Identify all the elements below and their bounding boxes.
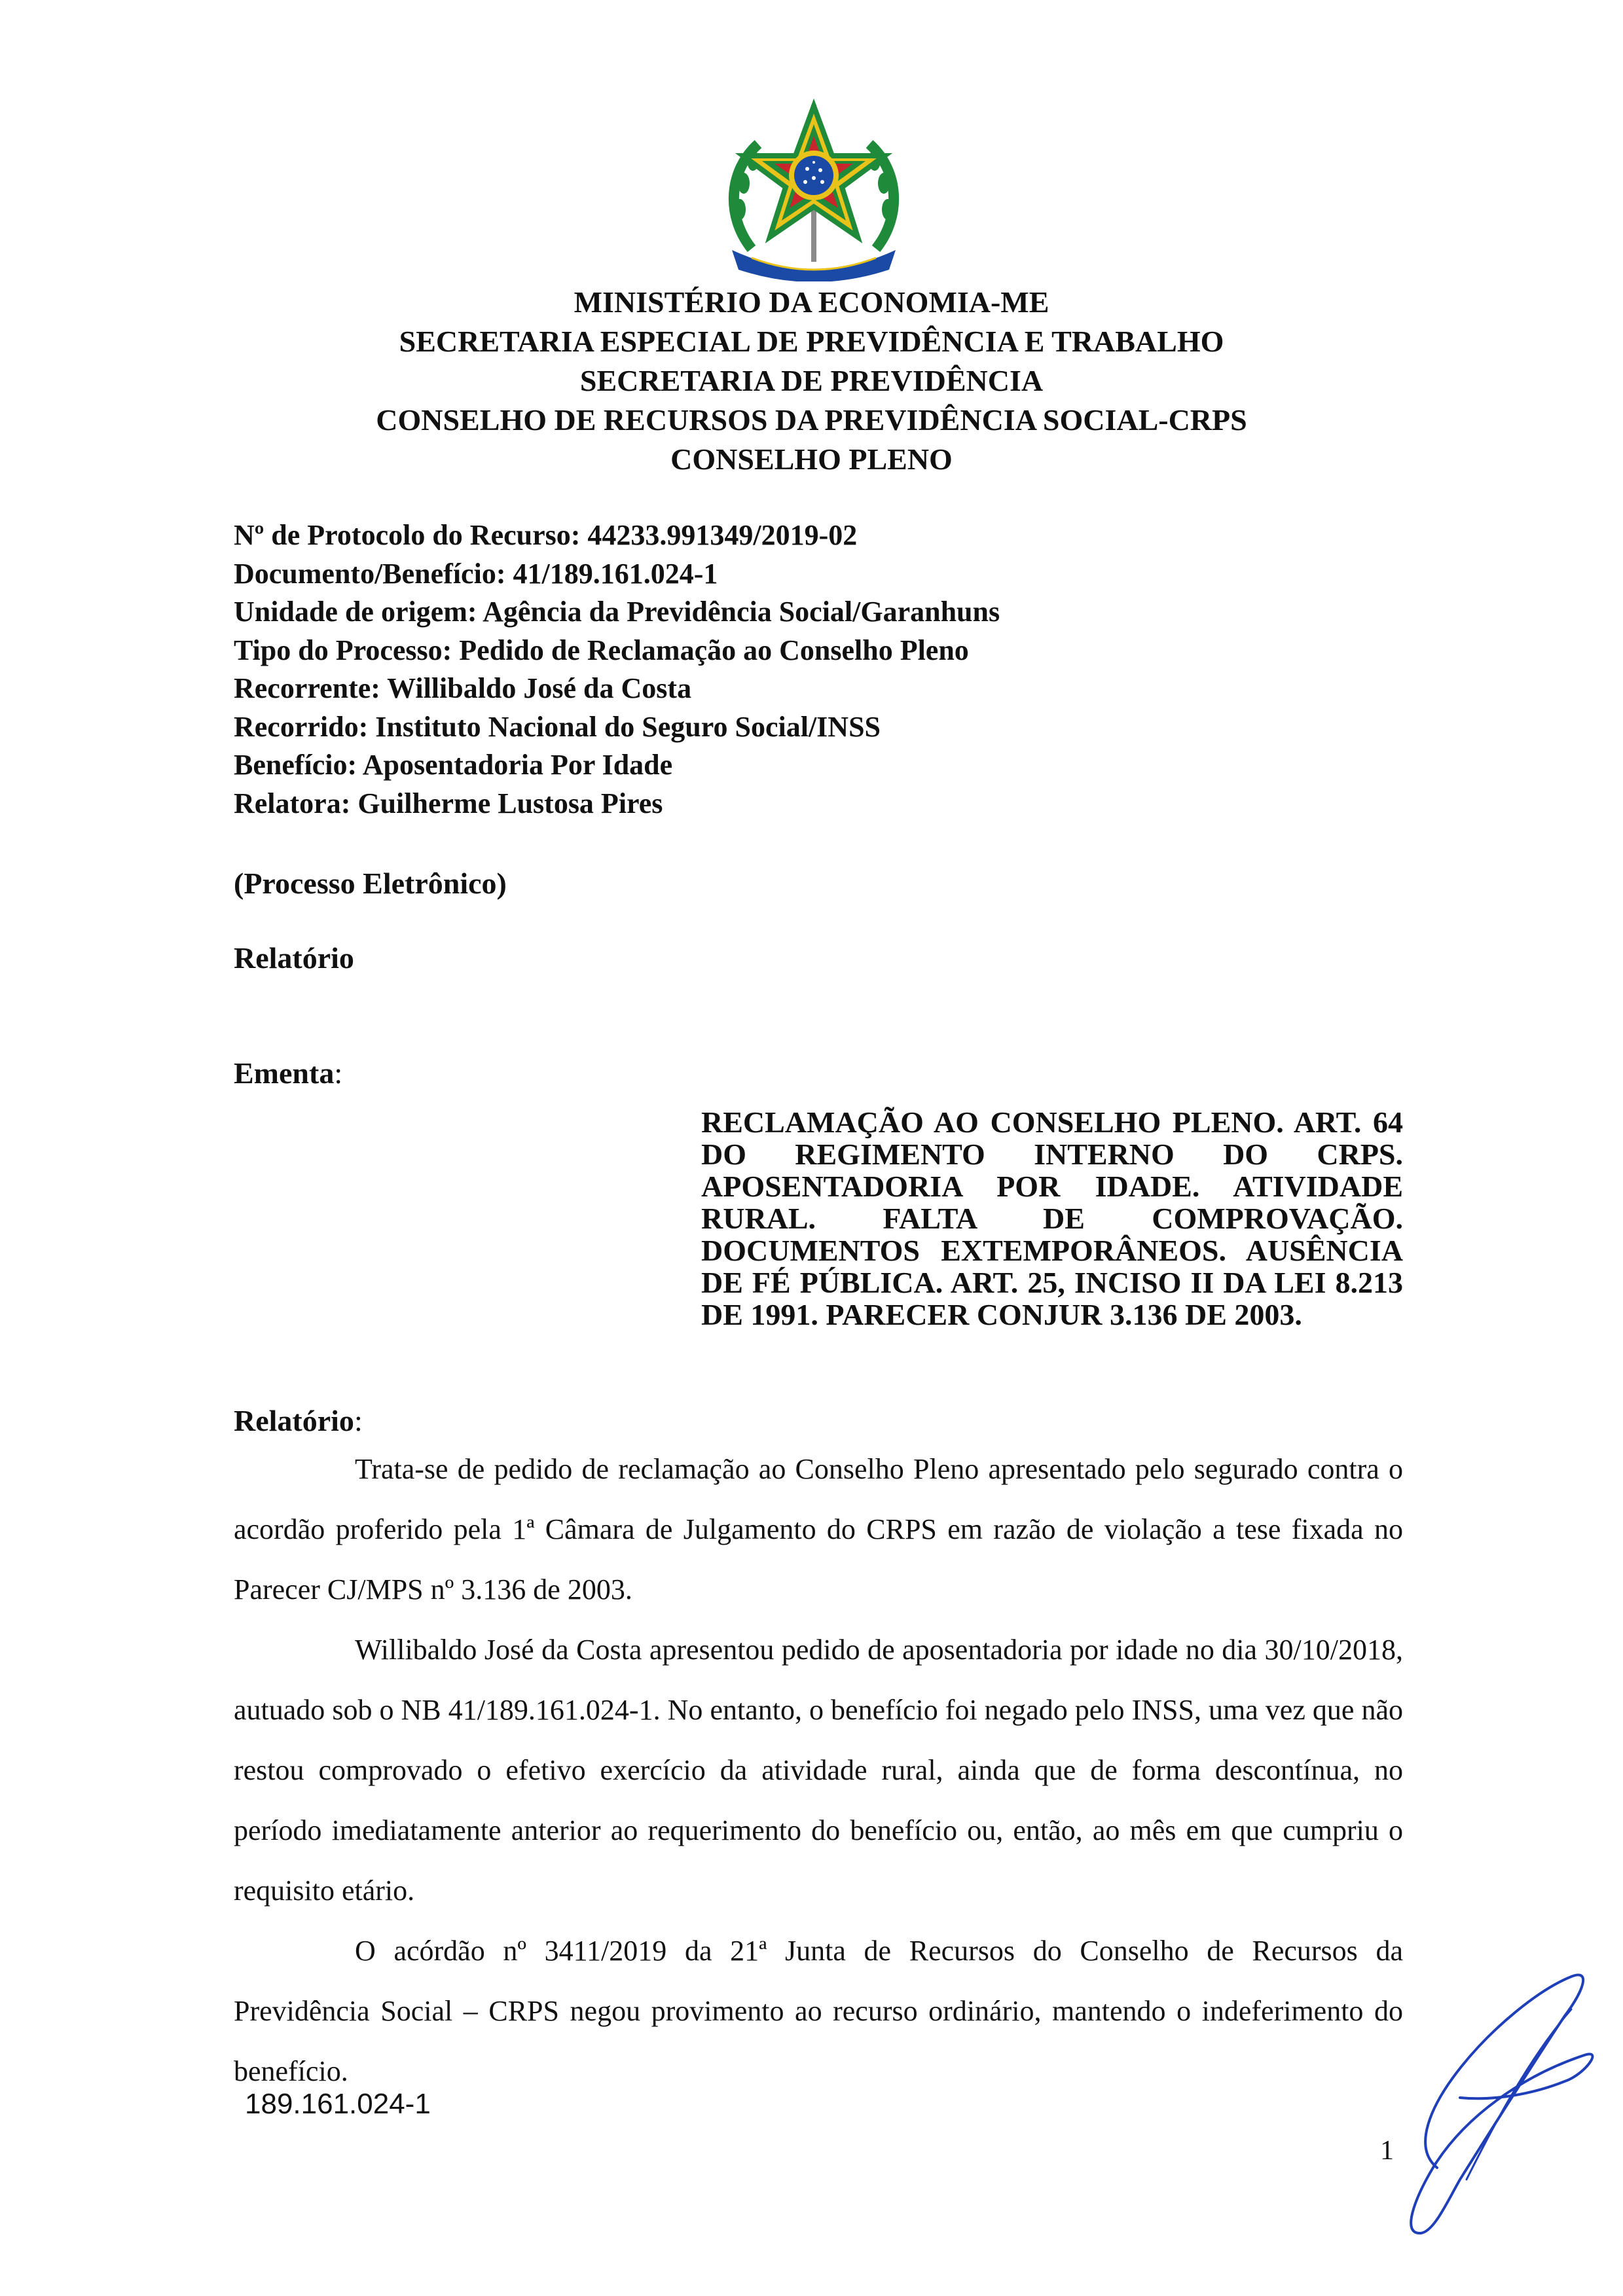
ementa-text: RECLAMAÇÃO AO CONSELHO PLENO. ART. 64 DO REGIMENTO INTERNO DO CRPS. APOSENTADORIA POR IDADE. ATIVIDADE RURAL. FALTA DE COMPROVAÇÃO. DOCUMENTOS EXTEMPORÂNEOS. AUSÊNCIA DE FÉ PÚBLICA. ART. 25, INCISO II DA LEI 8.213 DE 1991. PARECER CONJUR 3.136 DE 2003. [701, 1105, 1403, 1331]
header-ministry: MINISTÉRIO DA ECONOMIA-ME [574, 285, 1049, 319]
relatorio-label-text: Relatório [234, 1404, 354, 1437]
report-body [234, 1439, 1403, 2102]
meta-documento: Documento/Benefício: 41/189.161.024-1 [234, 557, 718, 590]
ementa-label [234, 1056, 342, 1090]
process-metadata [234, 516, 1000, 823]
meta-recorrente: Recorrente: Willibaldo José da Costa [234, 672, 692, 704]
header-secretariat-special: SECRETARIA ESPECIAL DE PREVIDÊNCIA E TRABALHO [399, 325, 1224, 358]
header-plenary: CONSELHO PLENO [670, 442, 953, 476]
paragraph: Trata-se de pedido de reclamação ao Conselho Pleno apresentado pelo segurado contra o acordão proferido pela 1ª Câmara de Julgamento do CRPS em razão de violação a tese fixada no Parecer CJ/MPS nº 3.136 de 2003. [234, 1453, 1403, 1605]
ementa-label-text: Ementa [234, 1056, 335, 1090]
relatorio-label-colon: : [354, 1404, 363, 1437]
header-secretariat: SECRETARIA DE PREVIDÊNCIA [579, 364, 1044, 397]
page-number: 1 [1380, 2136, 1394, 2166]
meta-recorrido: Recorrido: Instituto Nacional do Seguro Social/INSS [234, 710, 881, 743]
footer-reference: 189.161.024-1 [245, 2088, 431, 2120]
meta-beneficio: Benefício: Aposentadoria Por Idade [234, 749, 673, 781]
header-block [0, 283, 1623, 479]
meta-unidade: Unidade de origem: Agência da Previdência Social/Garanhuns [234, 596, 1000, 628]
ementa-label-colon: : [334, 1056, 343, 1090]
meta-protocolo: Nº de Protocolo do Recurso: 44233.991349/2019-02 [234, 519, 858, 551]
processo-eletronico: (Processo Eletrônico) [234, 867, 507, 900]
relatorio-label [234, 1403, 363, 1438]
meta-relatora: Relatora: Guilherme Lustosa Pires [234, 787, 663, 819]
header-council: CONSELHO DE RECURSOS DA PREVIDÊNCIA SOCIAL-CRPS [376, 403, 1247, 437]
relatorio-heading: Relatório [234, 941, 354, 975]
meta-tipo: Tipo do Processo: Pedido de Reclamação ao Conselho Pleno [234, 634, 969, 666]
handwritten-signature [1375, 1964, 1597, 2238]
paragraph: O acórdão nº 3411/2019 da 21ª Junta de Recursos do Conselho de Recursos da Previdência Social – CRPS negou provimento ao recurso ordinário, mantendo o indeferimento do benefício. [234, 1935, 1403, 2087]
coat-of-arms-emblem [725, 98, 902, 281]
paragraph: Willibaldo José da Costa apresentou pedido de aposentadoria por idade no dia 30/10/2018, autuado sob o NB 41/189.161.024-1. No entanto, o benefício foi negado pelo INSS, uma vez que não restou comprovado o efetivo exercício da atividade rural, ainda que de forma descontínua, no período imediatamente anterior ao requerimento do benefício ou, então, ao mês em que cumpriu o requisito etário. [234, 1634, 1403, 1907]
